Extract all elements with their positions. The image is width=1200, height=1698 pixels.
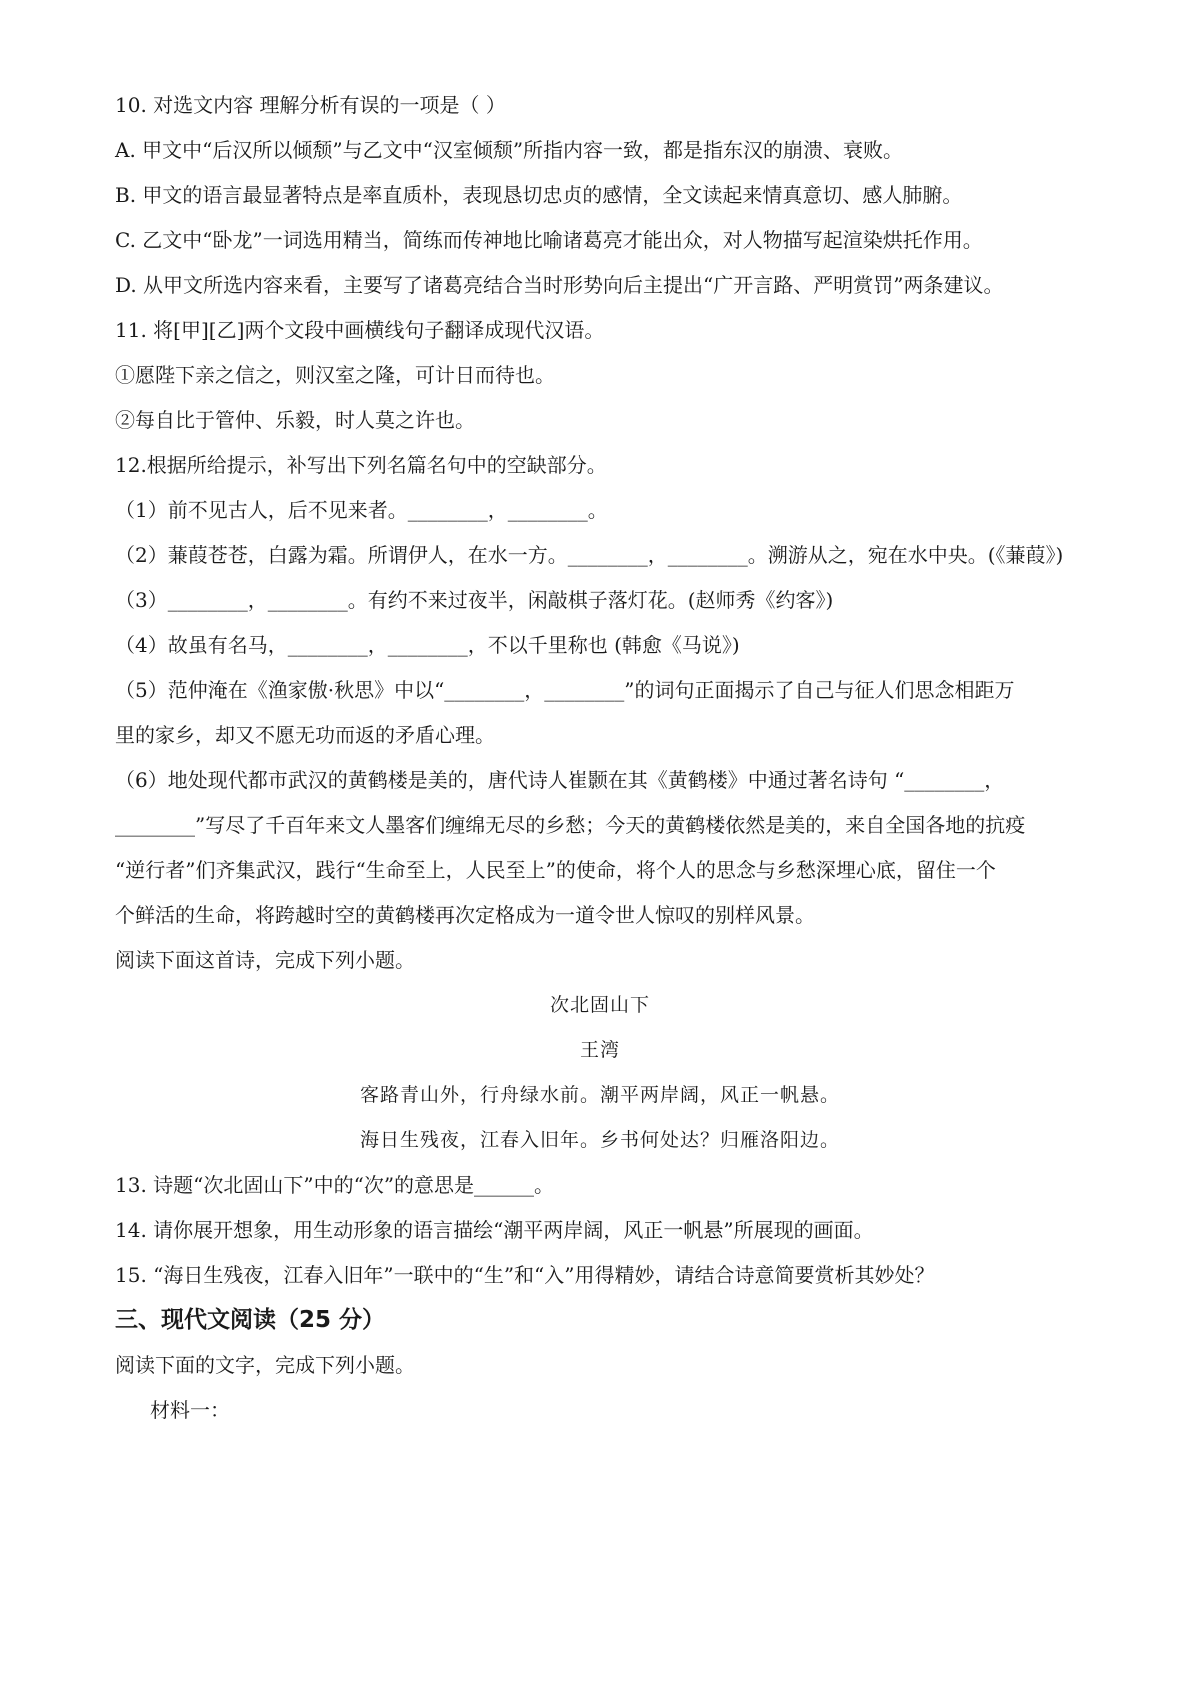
q12-item-6-line-3: “逆行者”们齐集武汉，践行“生命至上，人民至上”的使命，将个人的思念与乡愁深埋心底，留住一个	[115, 858, 996, 882]
poem-intro: 阅读下面这首诗，完成下列小题。	[115, 948, 415, 972]
q13-stem: 13. 诗题“次北固山下”中的“次”的意思是______。	[115, 1173, 555, 1197]
q12-stem: 12.根据所给提示，补写出下列名篇名句中的空缺部分。	[115, 453, 607, 477]
q12-item-5-line-1: （5）范仲淹在《渔家傲·秋思》中以“________，________”的词句正面揭示了自己与征人们思念相距万	[115, 678, 1015, 702]
poem-line-2: 海日生残夜，江春入旧年。乡书何处达？归雁洛阳边。	[359, 1129, 840, 1151]
q12-item-5-line-2: 里的家乡，却又不愿无功而返的矛盾心理。	[115, 723, 495, 747]
poem-author: 王湾	[579, 1039, 620, 1061]
q12-item-6-line-1: （6）地处现代都市武汉的黄鹤楼是美的，唐代诗人崔颢在其《黄鹤楼》中通过著名诗句 “________，	[115, 768, 1005, 792]
material-label: 材料一：	[150, 1398, 230, 1422]
q10-option-c: C. 乙文中“卧龙”一词选用精当，简练而传神地比喻诸葛亮才能出众，对人物描写起渲染烘托作用。	[115, 228, 983, 252]
q10-option-b: B. 甲文的语言最显著特点是率直质朴，表现恳切忠贞的感情，全文读起来情真意切、感人肺腑。	[115, 183, 963, 207]
section-heading: 三、现代文阅读（25 分）	[115, 1307, 386, 1333]
q10-stem: 10. 对选文内容 理解分析有误的一项是（ ）	[115, 93, 506, 117]
q12-item-3: （3）________，________。有约不来过夜半，闲敲棋子落灯花。(赵师秀《约客》)	[115, 588, 834, 612]
q15-stem: 15. “海日生残夜，江春入旧年”一联中的“生”和“入”用得精妙，请结合诗意简要赏析其妙处？	[115, 1263, 935, 1287]
q14-stem: 14. 请你展开想象，用生动形象的语言描绘“潮平两岸阔，风正一帆悬”所展现的画面。	[115, 1218, 874, 1242]
q10-option-a: A. 甲文中“后汉所以倾颓”与乙文中“汉室倾颓”所指内容一致，都是指东汉的崩溃、衰败。	[115, 138, 904, 162]
q11-sentence-1: ①愿陛下亲之信之，则汉室之隆，可计日而待也。	[115, 363, 555, 387]
poem-title: 次北固山下	[549, 994, 650, 1016]
q12-item-1: （1）前不见古人，后不见来者。________，________。	[115, 498, 608, 522]
q11-stem: 11. 将[甲][乙]两个文段中画横线句子翻译成现代汉语。	[115, 318, 605, 342]
q12-item-2: （2）蒹葭苍苍，白露为霜。所谓伊人，在水一方。________，________。溯游从之，宛在水中央。(《蒹葭》)	[115, 543, 1064, 567]
poem-line-1: 客路青山外，行舟绿水前。潮平两岸阔，风正一帆悬。	[359, 1084, 840, 1106]
q12-item-6-line-2: ________”写尽了千百年来文人墨客们缠绵无尽的乡愁；今天的黄鹤楼依然是美的，来自全国各地的抗疫	[115, 813, 1026, 837]
q12-item-6-line-4: 个鲜活的生命，将跨越时空的黄鹤楼再次定格成为一道令世人惊叹的别样风景。	[115, 903, 815, 927]
section-intro: 阅读下面的文字，完成下列小题。	[115, 1353, 415, 1377]
q10-option-d: D. 从甲文所选内容来看，主要写了诸葛亮结合当时形势向后主提出“广开言路、严明赏罚”两条建议。	[115, 273, 1004, 297]
q12-item-4: （4）故虽有名马，________，________，不以千里称也 (韩愈《马说》)	[115, 633, 740, 657]
q11-sentence-2: ②每自比于管仲、乐毅，时人莫之许也。	[115, 408, 475, 432]
